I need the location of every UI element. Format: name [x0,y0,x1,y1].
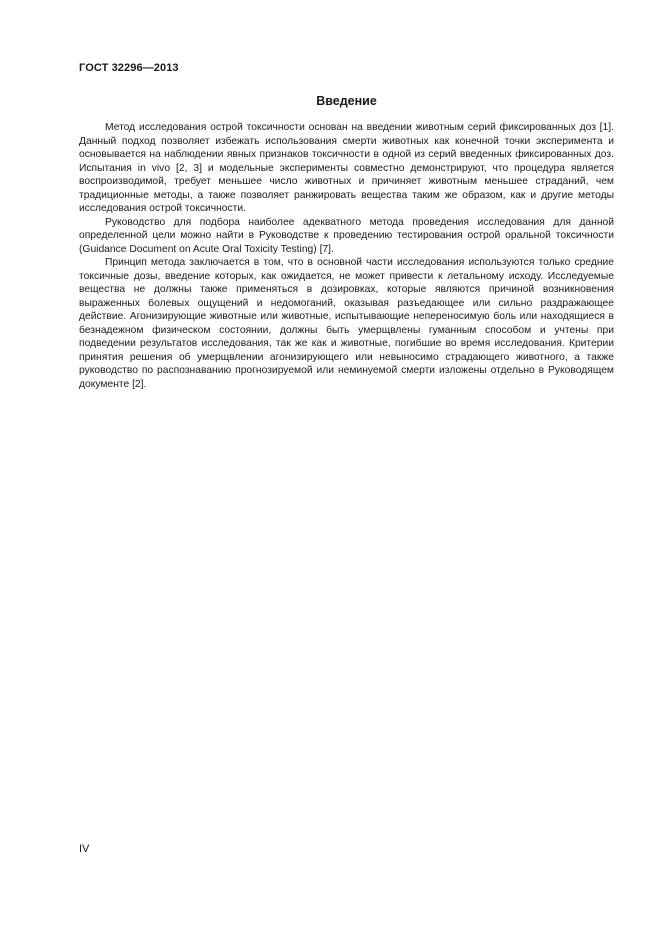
standard-code: ГОСТ 32296—2013 [79,62,179,74]
paragraph-method-principle: Принцип метода заключается в том, что в основной части исследования используются только средние токсичные дозы, введение которых, как ожидается, не может привести к летальному исходу. Исследуемые вещества не должны также применяться в дозировках, которые являются причиной возникновения выраженных болевых ощущений и недомоганий, оказывая разъедающее или сильно раздражающее действие. Агонизирующие животные или животные, испытывающие непереносимую боль или находящиеся в безнадежном физическом состоянии, должны быть умерщвлены гуманным способом и учтены при подведении результатов исследования, так же как и животные, погибшие во время исследования. Критерии принятия решения об умерщвлении агонизирующего или невыносимо страдающего животного, а также руководство по распознаванию прогнозируемой или неминуемой смерти изложены отдельно в Руководящем документе [2]. [79,257,614,390]
body-text [79,121,614,391]
paragraph-method-basis: Метод исследования острой токсичности основан на введении животным серий фиксированных доз [1]. Данный подход позволяет избежать использования смерти животных как конечной точки эксперимента и основывается на наблюдении явных признаков токсичности в одной из серий введенных фиксированных доз. Испытания in vivo [2, 3] и модельные эксперименты совместно демонстрируют, что процедура является воспроизводимой, требует меньшее число животных и причиняет животным меньшее страданий, чем традиционные методы, а также позволяет ранжировать вещества таким же образом, как и другие методы исследования острой токсичности. [79,122,614,214]
section-title: Введение [316,94,377,108]
page-number: IV [79,843,90,855]
paragraph-guidance-reference: Руководство для подбора наиболее адекватного метода проведения исследования для данной определенной цели можно найти в Руководстве к проведению тестирования острой оральной токсичности (Guidance Document on Acute Oral Toxicity Testing) [7]. [79,216,614,255]
